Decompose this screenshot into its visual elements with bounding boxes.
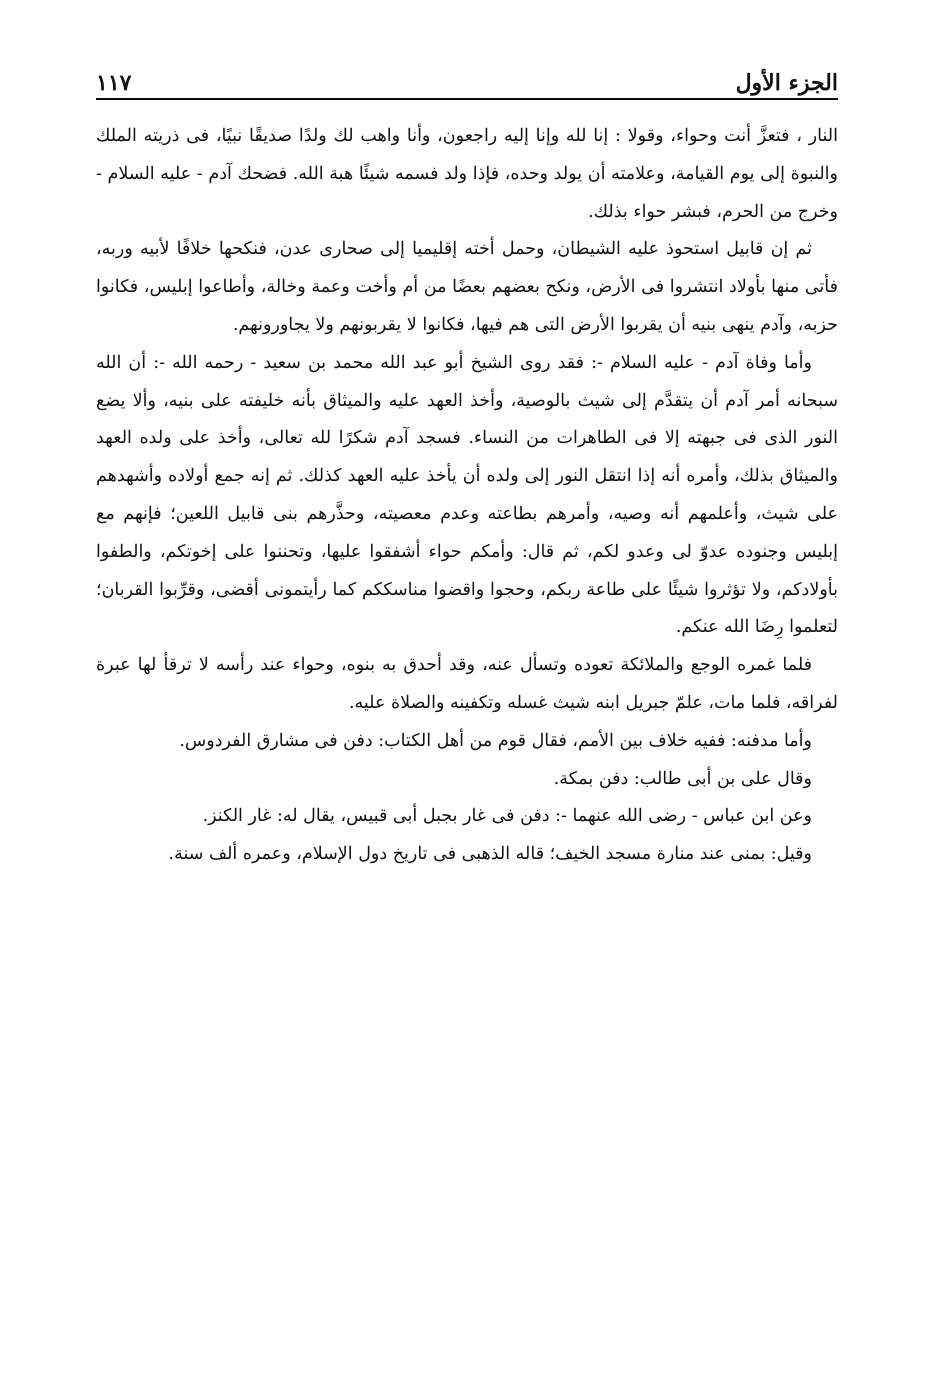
paragraph: فلما غمره الوجع والملائكة تعوده وتسأل عنه، وقد أحدق به بنوه، وحواء عند رأسه لا ترقأ لها عبرة لفراقه، فلما مات، علمّ جبريل ابنه شيث غسله وتكفينه والصلاة عليه. <box>96 655 838 713</box>
page-number: ١١٧ <box>96 70 132 96</box>
paragraph: وقال على بن أبى طالب: دفن بمكة. <box>553 768 812 789</box>
paragraph: النار ، فتعزَّ أنت وحواء، وقولا : إنا لله وإنا إليه راجعون، وأنا واهب لك ولدًا صديقًا نبيًا، فى ذريته الملك والنبوة إلى يوم القيامة، وعلامته أن يولد وحده، فإذا ولد فسمه شيئًا هبة الله. فضحك آدم - عليه السلام - وخرج من الحرم، فبشر حواء بذلك. <box>96 126 838 222</box>
paragraph: وقيل: بمنى عند منارة مسجد الخيف؛ قاله الذهبى فى تاريخ دول الإسلام، وعمره ألف سنة. <box>168 844 812 865</box>
paragraph: وأما وفاة آدم - عليه السلام -: فقد روى الشيخ أبو عبد الله محمد بن سعيد - رحمه الله -: أن الله سبحانه أمر آدم أن يتقدَّم إلى شيث بالوصية، وأخذ العهد عليه والميثاق بأنه خليفته على بنيه، وألا يضع النور الذى فى جبهته إلا فى الطاهرات من النساء. فسجد آدم شكرًا لله تعالى، وأخذ على ولده العهد والميثاق بذلك، وأمره أنه إذا انتقل النور إلى ولده أن يأخذ عليه العهد كذلك. ثم إنه جمع أولاده وأشهدهم على شيث، وأعلمهم أنه وصيه، وأمرهم بطاعته وعدم معصيته، وحذَّرهم بنى قابيل اللعين؛ فإنهم مع إبليس وجنوده عدوّ لى وعدو لكم، ثم قال: وأمكم حواء أشفقوا عليها، وتحننوا على إخوتكم، والطفوا بأولادكم، ولا تؤثروا شيئًا على طاعة ربكم، وحجوا واقضوا مناسككم كما رأيتمونى أقضى، وقرِّبوا القربان؛ لتعلموا رِضَا الله عنكم. <box>96 352 838 638</box>
header-rule <box>96 98 838 100</box>
paragraph: ثم إن قابيل استحوذ عليه الشيطان، وحمل أخته إقليميا إلى صحارى عدن، فنكحها خلافًا لأبيه وربه، فأتى منها بأولاد انتشروا فى الأرض، ونكح بعضهم بعضًا من أم وأخت وعمة وخالة، وأطاعوا إبليس، فكانوا حزبه، وآدم ينهى بنيه أن يقربوا الأرض التى هم فيها، فكانوا لا يقربونهم ولا يجاورونهم. <box>96 239 838 335</box>
paragraph: وأما مدفنه: ففيه خلاف بين الأمم، فقال قوم من أهل الكتاب: دفن فى مشارق الفردوس. <box>179 730 812 751</box>
running-header <box>96 50 838 96</box>
body-text <box>96 118 838 874</box>
paragraph: وعن ابن عباس - رضى الله عنهما -: دفن فى غار بجبل أبى قبيس، يقال له: غار الكنز. <box>202 806 812 827</box>
chapter-title: الجزء الأول <box>735 70 838 96</box>
